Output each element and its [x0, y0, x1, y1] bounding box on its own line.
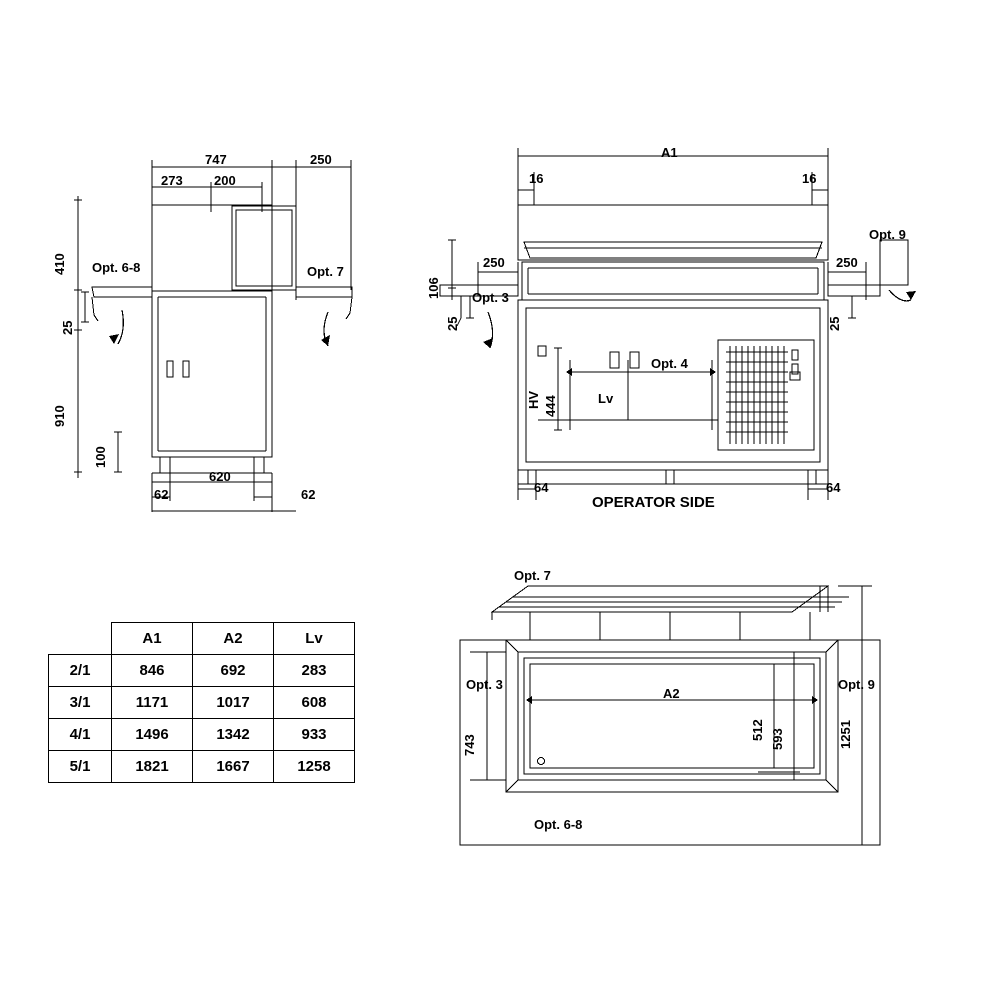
dim-side-25: 25	[60, 320, 75, 335]
table-cell-a2: 1342	[193, 719, 274, 751]
dim-top-512: 512	[750, 719, 765, 741]
dim-front-foot-left-64: 64	[534, 480, 549, 495]
dim-top-1251: 1251	[838, 720, 853, 749]
dim-front-shelf-right-250: 250	[836, 255, 858, 270]
table-row	[49, 655, 355, 687]
table-cell-a1: 846	[112, 655, 193, 687]
table-row	[49, 751, 355, 783]
dim-side-200: 200	[214, 173, 236, 188]
label-opt-6-8-side: Opt. 6-8	[92, 260, 141, 275]
dim-side-foot-right-62: 62	[301, 487, 316, 502]
dimension-table	[48, 622, 355, 783]
label-opt-3-top: Opt. 3	[466, 677, 503, 692]
table-cell-model: 5/1	[49, 751, 112, 783]
dim-front-a1: A1	[661, 145, 678, 160]
dim-side-foot-left-62: 62	[154, 487, 169, 502]
table-cell-lv: 933	[274, 719, 355, 751]
dim-front-foot-right-64: 64	[826, 480, 841, 495]
label-opt-7-top: Opt. 7	[514, 568, 551, 583]
operator-side-title: OPERATOR SIDE	[592, 494, 715, 511]
table-cell-a2: 1017	[193, 687, 274, 719]
label-opt-6-8-top: Opt. 6-8	[534, 817, 583, 832]
dim-side-273: 273	[161, 173, 183, 188]
label-opt-9-front: Opt. 9	[869, 227, 906, 242]
dim-front-right-16: 16	[802, 171, 817, 186]
label-opt-7-side: Opt. 7	[307, 264, 344, 279]
table-row	[49, 687, 355, 719]
dim-side-100: 100	[93, 446, 108, 468]
dim-front-left-16: 16	[529, 171, 544, 186]
table-cell-a2: 692	[193, 655, 274, 687]
dim-side-410: 410	[52, 253, 67, 275]
table-cell-lv: 1258	[274, 751, 355, 783]
table-header-a1: A1	[112, 623, 193, 655]
dim-top-743: 743	[462, 734, 477, 756]
dim-front-hv: HV	[526, 390, 541, 409]
table-cell-a2: 1667	[193, 751, 274, 783]
dim-top-a2: A2	[663, 686, 680, 701]
dim-front-hv-value: 444	[543, 395, 558, 417]
table-header-row	[49, 623, 355, 655]
dim-side-250: 250	[310, 152, 332, 167]
table-cell-a1: 1171	[112, 687, 193, 719]
dim-front-shelf-left-250: 250	[483, 255, 505, 270]
table-cell-a1: 1821	[112, 751, 193, 783]
dim-front-right-25: 25	[827, 316, 842, 331]
dim-side-910: 910	[52, 405, 67, 427]
label-opt-3-front: Opt. 3	[472, 290, 509, 305]
table-header-lv: Lv	[274, 623, 355, 655]
table-corner-cell	[49, 623, 112, 655]
table-cell-model: 2/1	[49, 655, 112, 687]
dim-side-620: 620	[209, 469, 231, 484]
table-cell-a1: 1496	[112, 719, 193, 751]
table-cell-model: 3/1	[49, 687, 112, 719]
table-cell-lv: 608	[274, 687, 355, 719]
table-cell-lv: 283	[274, 655, 355, 687]
dim-front-lv: Lv	[598, 391, 614, 406]
dim-front-106: 106	[426, 277, 441, 299]
dim-front-left-25: 25	[445, 316, 460, 331]
label-opt-9-top: Opt. 9	[838, 677, 875, 692]
dim-side-747: 747	[205, 152, 227, 167]
table-header-a2: A2	[193, 623, 274, 655]
dim-top-593: 593	[770, 728, 785, 750]
label-opt-4-front: Opt. 4	[651, 356, 688, 371]
table-cell-model: 4/1	[49, 719, 112, 751]
table-row	[49, 719, 355, 751]
